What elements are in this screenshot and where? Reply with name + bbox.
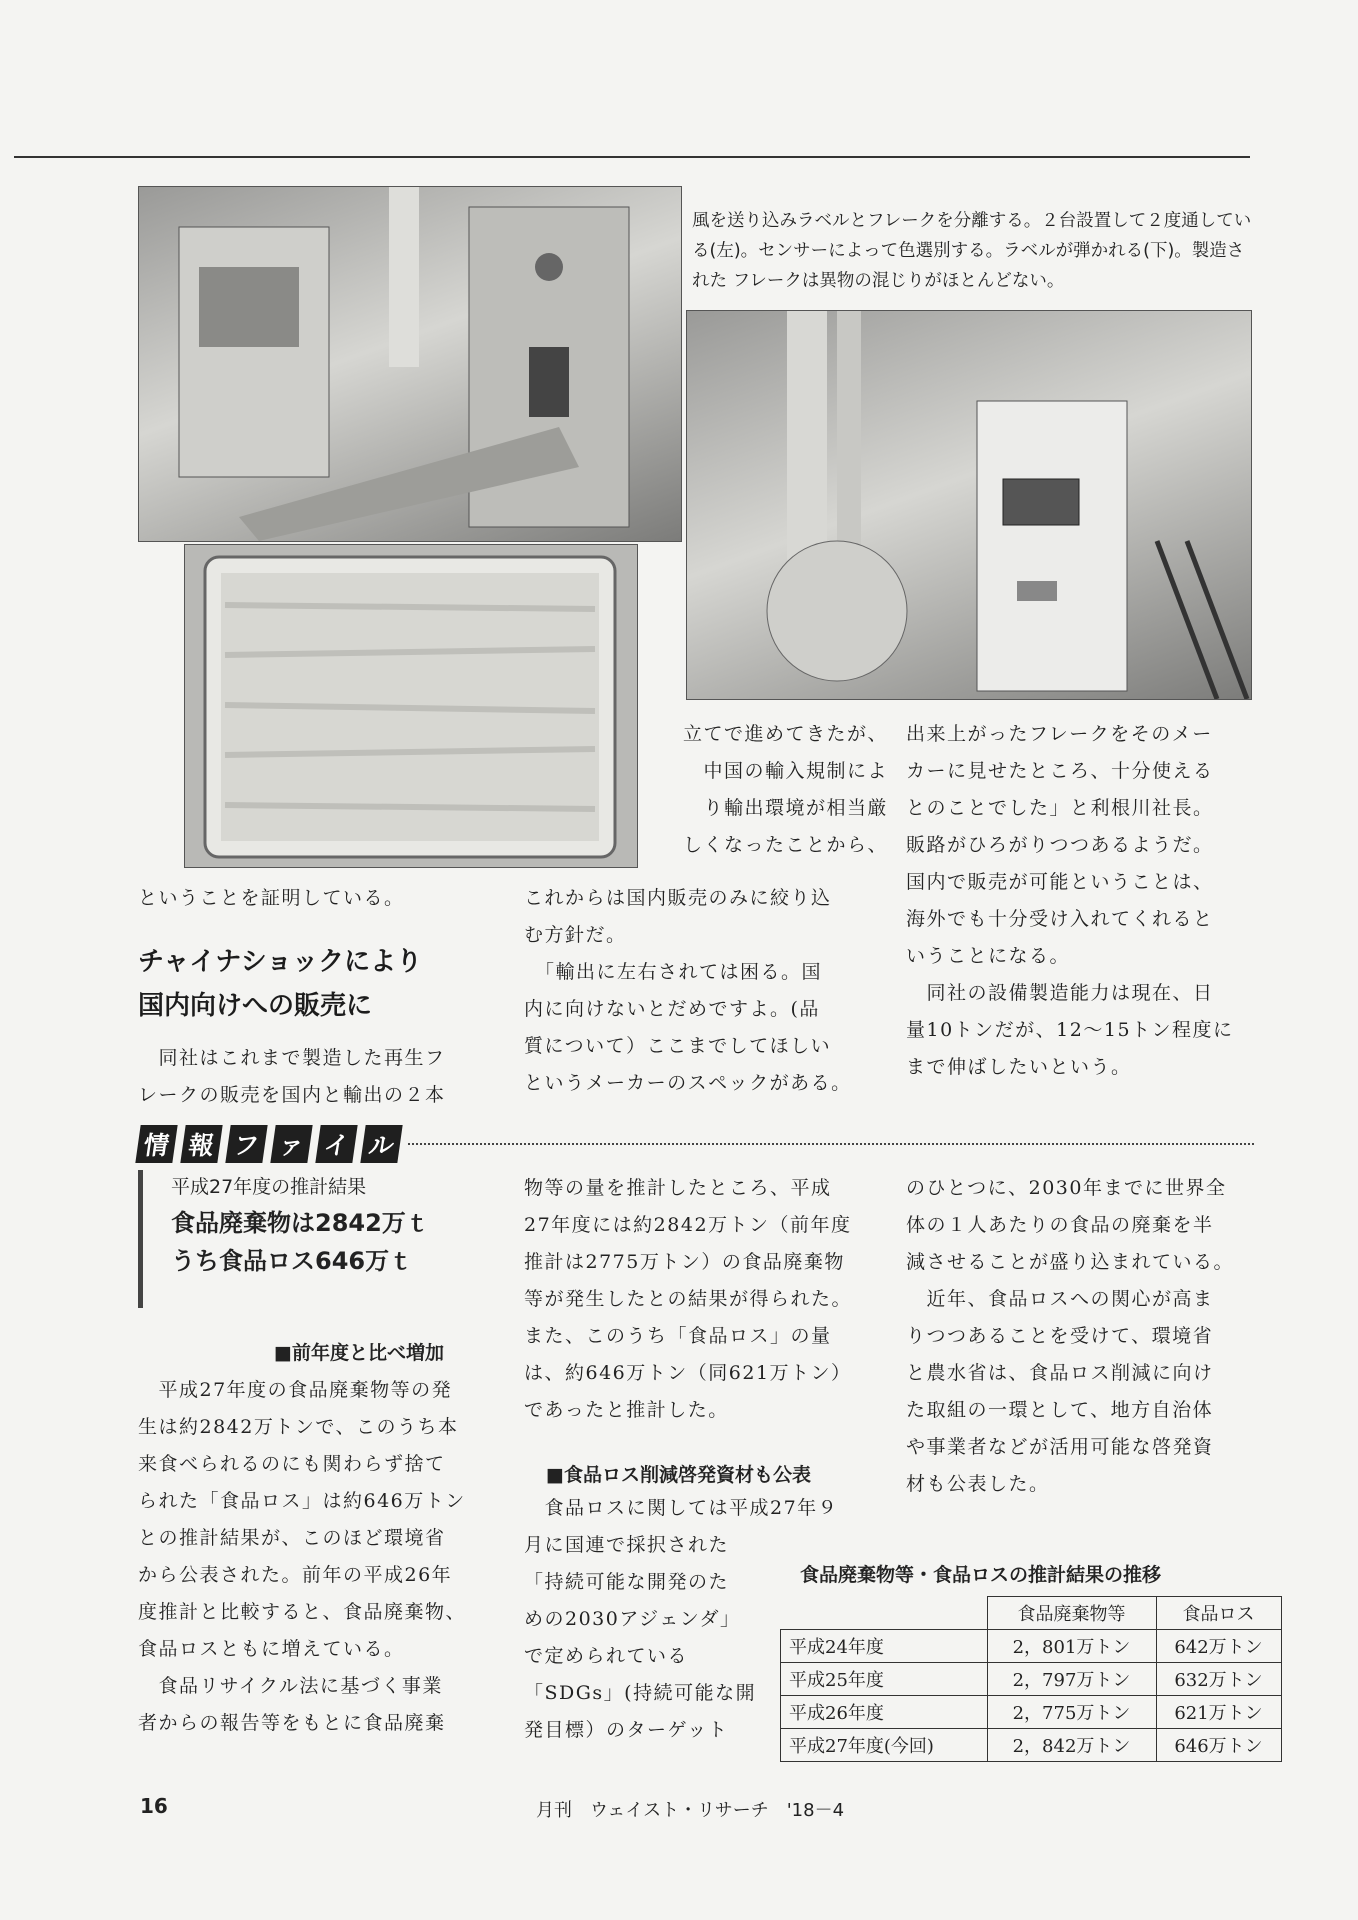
table-cell: 646万トン: [1156, 1729, 1281, 1762]
banner-char: ァ: [270, 1125, 312, 1163]
table-cell: 平成25年度: [781, 1663, 988, 1696]
table-header: 食品ロス: [1156, 1597, 1281, 1630]
banner-dotted-rule: [408, 1143, 1254, 1145]
col2-main-text: これからは国内販売のみに絞り込 む方針だ。 「輸出に左右されては困る。国 内に向けないとだめですよ。(品 質について）ここまでしてほしい というメーカーのスペックがある。: [524, 887, 852, 1094]
table-cell: 平成27年度(今回): [781, 1729, 988, 1762]
col1-bottom-text: 平成27年度の食品廃棄物等の発 生は約2842万トンで、このうち本 来食べられるのにも関わらず捨て られた「食品ロス」は約646万トン との推計結果が、このほど環境省 から公表された。前年の平成26年 度推計と比較すると、食品廃棄物、 食品ロスともに増えている。 食品リサイクル法に基づく事業 者からの報告等をもとに食品廃棄: [138, 1379, 467, 1734]
table-row: [781, 1663, 1282, 1696]
table-cell: 平成24年度: [781, 1630, 988, 1663]
banner-char: 情: [135, 1125, 177, 1163]
photo-caption: 風を送り込みラベルとフレークを分離する。２台設置して２度通している(左)。センサーによって色選別する。ラベルが弾かれる(下)。製造された フレークは異物の混じりがほとんどない。: [692, 211, 1252, 291]
page-number: 16: [140, 1794, 168, 1818]
table-cell: 2，842万トン: [987, 1729, 1156, 1762]
table-cell: 2，801万トン: [987, 1630, 1156, 1663]
photo-separator-machine: [138, 186, 682, 542]
info-box-subtitle: 平成27年度の推計結果: [171, 1176, 367, 1198]
banner-char: イ: [315, 1125, 357, 1163]
info-file-banner: [138, 1124, 400, 1164]
photo-flakes-tray: [184, 544, 638, 868]
photo-color-sorter: [686, 310, 1252, 700]
magazine-title: 月刊 ウェイスト・リサーチ '18－4: [536, 1800, 845, 1821]
table-row: [781, 1729, 1282, 1762]
table-cell: 2，775万トン: [987, 1696, 1156, 1729]
table-row: [781, 1630, 1282, 1663]
table-cell: 平成26年度: [781, 1696, 988, 1729]
col1-after-heading-text: 同社はこれまで製造した再生フ レークの販売を国内と輸出の２本: [138, 1047, 446, 1106]
info-box-headline: 食品廃棄物は2842万ｔ うち食品ロス646万ｔ: [171, 1209, 430, 1275]
table-header: 食品廃棄物等: [987, 1597, 1156, 1630]
table-header: [781, 1597, 988, 1630]
info-box: [138, 1170, 478, 1308]
col3-top-text: 出来上がったフレークをそのメー カーに見せたところ、十分使える とのことでした」と利根川社長。 販路がひろがりつつあるようだ。 国内で販売が可能ということは、 海外でも十分受け入れてくれると いうことになる。 同社の設備製造能力は現在、日 量10トンだが、12～15トン程度に まで伸ばしたいという。: [906, 723, 1234, 1078]
col2-top-text: 立てで進めてきたが、 中国の輸入規制によ り輸出環境が相当厳 しくなったことから、: [682, 723, 888, 856]
col2-bottom-text: 物等の量を推計したところ、平成 27年度には約2842万トン（前年度 推計は2775万トン）の食品廃棄物 等が発生したとの結果が得られた。 また、このうち「食品ロス」の量 は、約646万トン（同621万トン） であったと推計した。: [524, 1177, 853, 1421]
data-table: [780, 1596, 1282, 1762]
section-heading: チャイナショックにより 国内向けへの販売に: [138, 947, 423, 1021]
banner-char: ル: [360, 1125, 402, 1163]
col2-subhead: ■食品ロス削減啓発資材も公表: [546, 1464, 811, 1486]
col2-bottom2-text: 食品ロスに関しては平成27年９ 月に国連で採択された 「持続可能な開発のた めの2030アジェンダ」 で定められている 「SDGs」(持続可能な開 発目標）のターゲット: [524, 1497, 839, 1741]
table-cell: 2，797万トン: [987, 1663, 1156, 1696]
table-cell: 642万トン: [1156, 1630, 1281, 1663]
banner-char: フ: [225, 1125, 267, 1163]
table-cell: 621万トン: [1156, 1696, 1281, 1729]
table-title: 食品廃棄物等・食品ロスの推計結果の推移: [800, 1564, 1162, 1586]
header-rule: [14, 156, 1250, 158]
col1-subhead: ■前年度と比べ増加: [274, 1342, 444, 1364]
table-header-row: [781, 1597, 1282, 1630]
table-cell: 632万トン: [1156, 1663, 1281, 1696]
table-row: [781, 1696, 1282, 1729]
data-table-wrapper: [780, 1596, 1282, 1762]
banner-char: 報: [180, 1125, 222, 1163]
col3-bottom-text: のひとつに、2030年までに世界全 体の１人あたりの食品の廃棄を半 減させることが盛り込まれている。 近年、食品ロスへの関心が高ま りつつあることを受けて、環境省 と農水省は、食品ロス削減に向け た取組の一環として、地方自治体 や事業者などが活用可能な啓発資 材も公表した。: [906, 1177, 1235, 1495]
col1-top-text: ということを証明している。: [138, 887, 405, 909]
